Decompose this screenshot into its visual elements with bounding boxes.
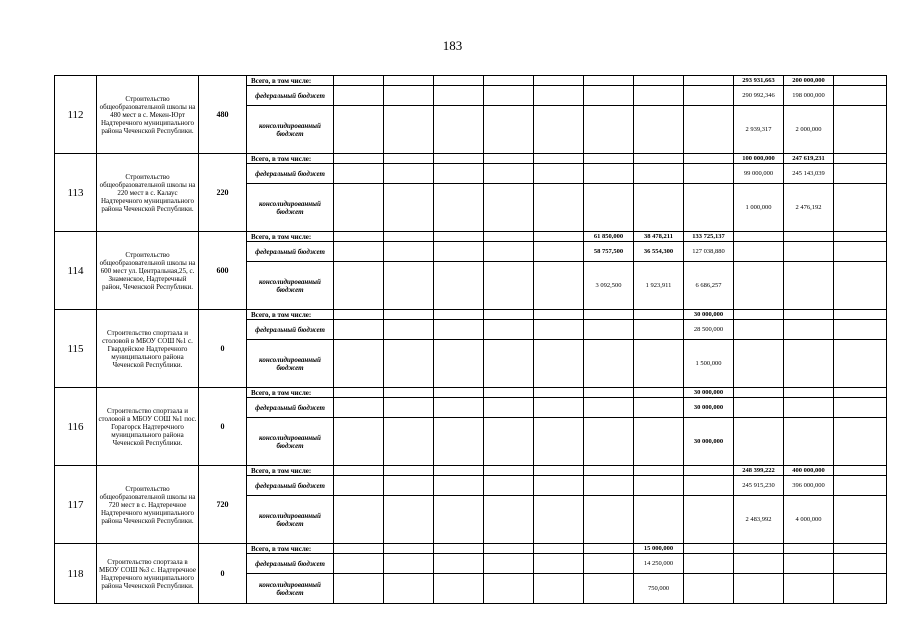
row-number: 115 [55, 310, 97, 388]
value-cell [384, 310, 434, 320]
row-description: Строительство общеобразовательной школы на 720 мест в с. Надтеречное Надтеречного муниципального района Чеченской Республики. [97, 466, 199, 544]
value-cell [734, 310, 784, 320]
row-capacity: 0 [199, 388, 247, 466]
value-cell [484, 544, 534, 554]
value-cell: 30 000,000 [684, 388, 734, 398]
value-cell [434, 76, 484, 86]
value-cell [334, 164, 384, 184]
value-cell [834, 164, 887, 184]
value-cell [834, 242, 887, 262]
value-cell [484, 86, 534, 106]
value-cell: 1 500,000 [684, 340, 734, 388]
value-cell [334, 388, 384, 398]
value-cell [534, 106, 584, 154]
value-cell [734, 242, 784, 262]
value-cell [434, 476, 484, 496]
value-cell [784, 574, 834, 604]
value-cell [784, 310, 834, 320]
value-cell [534, 76, 584, 86]
value-cell: 2 476,192 [784, 184, 834, 232]
value-cell: 3 092,500 [584, 262, 634, 310]
value-cell: 30 000,000 [684, 398, 734, 418]
value-cell [834, 86, 887, 106]
value-cell [534, 554, 584, 574]
value-cell [534, 154, 584, 164]
value-cell: 30 000,000 [684, 310, 734, 320]
value-cell [684, 554, 734, 574]
row-description: Строительство общеобразовательной школы на 480 мест в с. Мекен-Юрт Надтеречного муниципального района Чеченской Республики. [97, 76, 199, 154]
value-cell [334, 574, 384, 604]
value-cell [834, 76, 887, 86]
value-cell [834, 554, 887, 574]
value-cell [484, 184, 534, 232]
value-cell [684, 164, 734, 184]
value-cell [784, 262, 834, 310]
value-cell [434, 574, 484, 604]
funding-type-label: консолидированный бюджет [247, 340, 334, 388]
value-cell [784, 398, 834, 418]
value-cell [534, 86, 584, 106]
value-cell [834, 184, 887, 232]
value-cell: 38 478,211 [634, 232, 684, 242]
value-cell [534, 164, 584, 184]
value-cell [334, 86, 384, 106]
value-cell: 200 000,000 [784, 76, 834, 86]
value-cell [684, 544, 734, 554]
value-cell [384, 106, 434, 154]
value-cell [634, 154, 684, 164]
value-cell [634, 86, 684, 106]
value-cell [634, 76, 684, 86]
value-cell [634, 106, 684, 154]
value-cell [734, 554, 784, 574]
row-number: 118 [55, 544, 97, 604]
value-cell [584, 398, 634, 418]
value-cell [584, 466, 634, 476]
value-cell [834, 574, 887, 604]
value-cell: 198 000,000 [784, 86, 834, 106]
value-cell [484, 164, 534, 184]
value-cell [534, 574, 584, 604]
value-cell [484, 154, 534, 164]
value-cell [384, 86, 434, 106]
funding-type-label: консолидированный бюджет [247, 106, 334, 154]
value-cell [384, 544, 434, 554]
value-cell [384, 496, 434, 544]
funding-type-label: федеральный бюджет [247, 554, 334, 574]
value-cell [484, 106, 534, 154]
value-cell: 247 619,231 [784, 154, 834, 164]
value-cell [784, 320, 834, 340]
value-cell [434, 184, 484, 232]
value-cell [784, 544, 834, 554]
value-cell [484, 574, 534, 604]
value-cell [734, 398, 784, 418]
value-cell: 245 143,039 [784, 164, 834, 184]
value-cell [434, 86, 484, 106]
value-cell [834, 340, 887, 388]
value-cell [334, 320, 384, 340]
funding-type-label: консолидированный бюджет [247, 418, 334, 466]
value-cell [334, 242, 384, 262]
value-cell: 61 850,000 [584, 232, 634, 242]
value-cell: 99 000,000 [734, 164, 784, 184]
value-cell [434, 466, 484, 476]
value-cell: 290 992,346 [734, 86, 784, 106]
value-cell [734, 388, 784, 398]
value-cell [484, 310, 534, 320]
value-cell [384, 232, 434, 242]
value-cell: 396 000,000 [784, 476, 834, 496]
row-description: Строительство общеобразовательной школы на 600 мест ул. Центральная,25, с. Знаменское, Надтеречный район, Чеченской Республики. [97, 232, 199, 310]
row-capacity: 480 [199, 76, 247, 154]
value-cell [334, 496, 384, 544]
funding-type-label: Всего, в том числе: [247, 232, 334, 242]
value-cell [334, 544, 384, 554]
value-cell: 133 725,137 [684, 232, 734, 242]
value-cell [534, 544, 584, 554]
value-cell [534, 310, 584, 320]
value-cell [484, 496, 534, 544]
value-cell [534, 232, 584, 242]
value-cell [634, 466, 684, 476]
total-row [55, 76, 887, 86]
value-cell [334, 262, 384, 310]
value-cell [584, 184, 634, 232]
total-row [55, 310, 887, 320]
value-cell [584, 496, 634, 544]
value-cell: 4 000,000 [784, 496, 834, 544]
value-cell [584, 418, 634, 466]
row-description: Строительство спортзала в МБОУ СОШ №3 с. Надтеречное Надтеречного муниципального района Чеченской Республики. [97, 544, 199, 604]
value-cell [684, 496, 734, 544]
funding-type-label: федеральный бюджет [247, 86, 334, 106]
value-cell: 100 000,000 [734, 154, 784, 164]
value-cell [484, 320, 534, 340]
value-cell [434, 106, 484, 154]
value-cell [484, 466, 534, 476]
value-cell [384, 76, 434, 86]
funding-type-label: федеральный бюджет [247, 398, 334, 418]
funding-type-label: Всего, в том числе: [247, 466, 334, 476]
value-cell: 750,000 [634, 574, 684, 604]
value-cell [834, 310, 887, 320]
value-cell [784, 418, 834, 466]
funding-type-label: консолидированный бюджет [247, 184, 334, 232]
value-cell [384, 242, 434, 262]
value-cell: 2 939,317 [734, 106, 784, 154]
value-cell [484, 388, 534, 398]
value-cell [584, 86, 634, 106]
value-cell [834, 466, 887, 476]
value-cell [784, 232, 834, 242]
value-cell [634, 398, 684, 418]
value-cell [684, 106, 734, 154]
value-cell [834, 320, 887, 340]
value-cell [784, 242, 834, 262]
row-number: 112 [55, 76, 97, 154]
value-cell [534, 496, 584, 544]
value-cell [384, 320, 434, 340]
value-cell [384, 574, 434, 604]
value-cell [784, 340, 834, 388]
value-cell [384, 418, 434, 466]
value-cell [534, 320, 584, 340]
value-cell [684, 154, 734, 164]
value-cell [834, 106, 887, 154]
funding-type-label: Всего, в том числе: [247, 388, 334, 398]
funding-type-label: консолидированный бюджет [247, 574, 334, 604]
value-cell [484, 242, 534, 262]
value-cell [834, 418, 887, 466]
funding-type-label: федеральный бюджет [247, 476, 334, 496]
row-number: 114 [55, 232, 97, 310]
funding-type-label: федеральный бюджет [247, 164, 334, 184]
funding-type-label: Всего, в том числе: [247, 544, 334, 554]
value-cell [434, 418, 484, 466]
value-cell [384, 262, 434, 310]
value-cell [434, 232, 484, 242]
value-cell [734, 320, 784, 340]
value-cell: 30 000,000 [684, 418, 734, 466]
value-cell [434, 388, 484, 398]
value-cell [434, 340, 484, 388]
value-cell [334, 398, 384, 418]
value-cell [534, 184, 584, 232]
value-cell [384, 466, 434, 476]
value-cell [334, 184, 384, 232]
funding-type-label: Всего, в том числе: [247, 76, 334, 86]
value-cell [384, 154, 434, 164]
value-cell [534, 476, 584, 496]
value-cell [434, 398, 484, 418]
value-cell [534, 398, 584, 418]
value-cell: 14 250,000 [634, 554, 684, 574]
total-row [55, 544, 887, 554]
value-cell: 400 000,000 [784, 466, 834, 476]
value-cell [584, 554, 634, 574]
value-cell: 1 923,911 [634, 262, 684, 310]
value-cell [434, 242, 484, 262]
value-cell [434, 320, 484, 340]
value-cell [834, 544, 887, 554]
value-cell [384, 554, 434, 574]
value-cell [534, 388, 584, 398]
value-cell [684, 184, 734, 232]
value-cell: 6 686,257 [684, 262, 734, 310]
value-cell [634, 476, 684, 496]
row-capacity: 220 [199, 154, 247, 232]
value-cell [684, 476, 734, 496]
value-cell [484, 262, 534, 310]
value-cell [334, 466, 384, 476]
value-cell [534, 418, 584, 466]
row-capacity: 0 [199, 544, 247, 604]
value-cell [434, 164, 484, 184]
total-row [55, 388, 887, 398]
value-cell [734, 574, 784, 604]
value-cell [634, 388, 684, 398]
value-cell: 36 554,300 [634, 242, 684, 262]
value-cell [734, 544, 784, 554]
value-cell [534, 466, 584, 476]
value-cell [434, 262, 484, 310]
value-cell [834, 398, 887, 418]
value-cell [834, 388, 887, 398]
value-cell [634, 496, 684, 544]
value-cell: 293 931,663 [734, 76, 784, 86]
funding-type-label: федеральный бюджет [247, 242, 334, 262]
value-cell: 2 483,992 [734, 496, 784, 544]
value-cell [434, 496, 484, 544]
value-cell [734, 340, 784, 388]
value-cell [484, 554, 534, 574]
value-cell [534, 340, 584, 388]
funding-type-label: федеральный бюджет [247, 320, 334, 340]
value-cell [584, 310, 634, 320]
value-cell [684, 466, 734, 476]
value-cell [684, 574, 734, 604]
value-cell [584, 544, 634, 554]
value-cell [634, 164, 684, 184]
value-cell [834, 262, 887, 310]
budget-table [54, 75, 887, 604]
value-cell [584, 106, 634, 154]
value-cell [834, 476, 887, 496]
row-capacity: 0 [199, 310, 247, 388]
page-number: 183 [442, 38, 463, 53]
value-cell: 15 000,000 [634, 544, 684, 554]
value-cell [384, 164, 434, 184]
value-cell [334, 232, 384, 242]
value-cell [734, 418, 784, 466]
value-cell [484, 398, 534, 418]
value-cell [634, 320, 684, 340]
value-cell [384, 388, 434, 398]
value-cell [584, 388, 634, 398]
row-description: Строительство спортзала и столовой в МБОУ СОШ №1 пос. Горагорск Надтеречного муниципального района Чеченской Республики. [97, 388, 199, 466]
value-cell: 248 399,222 [734, 466, 784, 476]
value-cell [584, 340, 634, 388]
funding-type-label: Всего, в том числе: [247, 310, 334, 320]
value-cell [734, 232, 784, 242]
value-cell: 127 038,880 [684, 242, 734, 262]
value-cell [584, 476, 634, 496]
value-cell [734, 262, 784, 310]
value-cell [584, 164, 634, 184]
row-description: Строительство спортзала и столовой в МБОУ СОШ №1 с. Гвардейское Надтеречного муниципального района Чеченской Республики. [97, 310, 199, 388]
value-cell [634, 340, 684, 388]
total-row [55, 466, 887, 476]
value-cell [834, 154, 887, 164]
funding-type-label: консолидированный бюджет [247, 262, 334, 310]
value-cell [534, 262, 584, 310]
value-cell [434, 154, 484, 164]
value-cell [634, 418, 684, 466]
value-cell [584, 154, 634, 164]
value-cell [534, 242, 584, 262]
value-cell [384, 476, 434, 496]
value-cell [484, 418, 534, 466]
value-cell [334, 418, 384, 466]
funding-type-label: консолидированный бюджет [247, 496, 334, 544]
value-cell [334, 106, 384, 154]
value-cell [334, 310, 384, 320]
value-cell: 58 757,500 [584, 242, 634, 262]
value-cell [684, 76, 734, 86]
value-cell [434, 544, 484, 554]
value-cell: 1 000,000 [734, 184, 784, 232]
value-cell [684, 86, 734, 106]
row-description: Строительство общеобразовательной школы на 220 мест в с. Калаус Надтеречного муниципального района Чеченской Республики. [97, 154, 199, 232]
row-capacity: 600 [199, 232, 247, 310]
value-cell [434, 554, 484, 574]
value-cell [384, 398, 434, 418]
value-cell [834, 496, 887, 544]
value-cell: 245 915,230 [734, 476, 784, 496]
row-capacity: 720 [199, 466, 247, 544]
value-cell [584, 320, 634, 340]
value-cell [634, 184, 684, 232]
row-number: 113 [55, 154, 97, 232]
value-cell [584, 76, 634, 86]
value-cell [584, 574, 634, 604]
value-cell [384, 184, 434, 232]
value-cell [634, 310, 684, 320]
value-cell [784, 388, 834, 398]
value-cell [484, 232, 534, 242]
value-cell: 28 500,000 [684, 320, 734, 340]
value-cell [384, 340, 434, 388]
value-cell [334, 340, 384, 388]
value-cell [834, 232, 887, 242]
total-row [55, 232, 887, 242]
row-number: 117 [55, 466, 97, 544]
value-cell [784, 554, 834, 574]
row-number: 116 [55, 388, 97, 466]
value-cell [434, 310, 484, 320]
value-cell [484, 476, 534, 496]
value-cell [484, 340, 534, 388]
value-cell [334, 476, 384, 496]
funding-type-label: Всего, в том числе: [247, 154, 334, 164]
value-cell [484, 76, 534, 86]
value-cell: 2 000,000 [784, 106, 834, 154]
value-cell [334, 76, 384, 86]
value-cell [334, 554, 384, 574]
value-cell [334, 154, 384, 164]
total-row [55, 154, 887, 164]
